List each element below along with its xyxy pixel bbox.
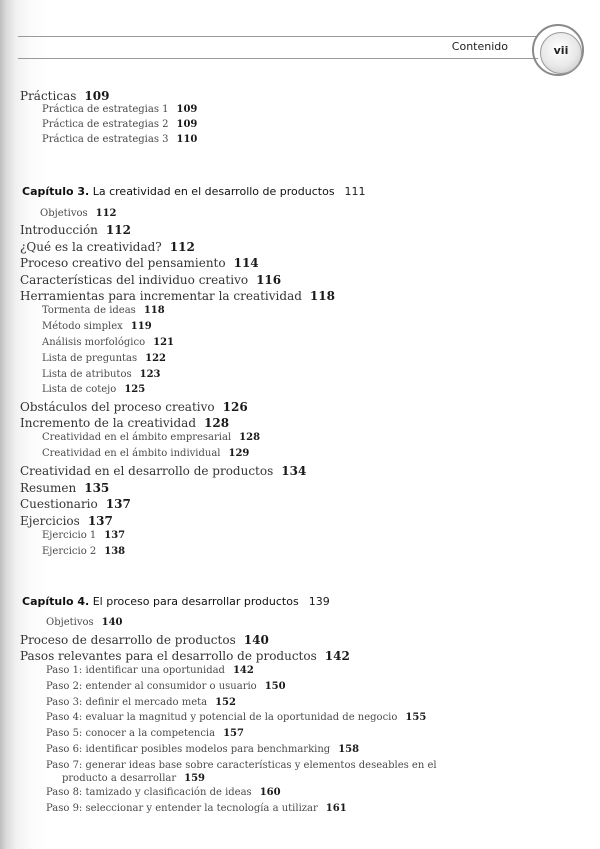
toc-entry-title: Método simplex bbox=[42, 321, 123, 332]
toc-entry-title: Paso 7: generar ideas base sobre características y elementos deseables en el bbox=[46, 760, 437, 771]
toc-page-number: 139 bbox=[308, 595, 330, 608]
toc-entry bbox=[20, 464, 306, 478]
toc-entry-title: Paso 6: identificar posibles modelos para benchmarking bbox=[46, 744, 331, 755]
toc-page-number: 122 bbox=[145, 353, 166, 364]
toc-page-number: 128 bbox=[204, 416, 230, 430]
toc-entry-title: Creatividad en el ámbito empresarial bbox=[42, 432, 232, 443]
toc-entry bbox=[42, 448, 249, 459]
chapter-heading bbox=[22, 185, 366, 198]
toc-entry-title: Obstáculos del proceso creativo bbox=[20, 400, 215, 414]
toc-page-number: 140 bbox=[243, 633, 269, 647]
chapter-heading bbox=[22, 595, 330, 608]
toc-page-number: 161 bbox=[325, 803, 347, 814]
chapter-number: Capítulo 4. bbox=[22, 595, 90, 608]
toc-entry-title: Paso 9: seleccionar y entender la tecnología a utilizar bbox=[46, 803, 318, 814]
toc-entry bbox=[42, 546, 125, 557]
toc-entry-title: Práctica de estrategias 2 bbox=[42, 119, 169, 130]
toc-page-number: 150 bbox=[264, 681, 286, 692]
toc-entry bbox=[20, 649, 350, 663]
toc-entry-title: Práctica de estrategias 3 bbox=[42, 134, 169, 145]
toc-entry bbox=[20, 289, 335, 303]
toc-entry bbox=[42, 384, 145, 395]
toc-entry bbox=[42, 530, 125, 541]
toc-page-number: 135 bbox=[84, 481, 110, 495]
toc-entry bbox=[42, 369, 160, 380]
toc-entry bbox=[20, 273, 281, 287]
toc-entry bbox=[20, 416, 229, 430]
toc-entry bbox=[42, 104, 197, 115]
toc-entry bbox=[42, 432, 260, 443]
toc-entry bbox=[42, 134, 197, 145]
toc-page-number: 116 bbox=[256, 273, 282, 287]
toc-page-number: 125 bbox=[124, 384, 146, 395]
toc-entry-title: Proceso de desarrollo de productos bbox=[20, 633, 236, 647]
toc-entry-title: Prácticas bbox=[20, 89, 77, 103]
toc-entry-title: Paso 1: identificar una oportunidad bbox=[46, 665, 225, 676]
toc-entry-title: Introducción bbox=[20, 223, 98, 237]
toc-entry bbox=[42, 119, 197, 130]
page-number: vii bbox=[553, 44, 569, 57]
toc-page-number: 142 bbox=[324, 649, 350, 663]
toc-entry-title: Lista de cotejo bbox=[42, 384, 117, 395]
toc-entry bbox=[46, 665, 254, 676]
toc-page-number: 134 bbox=[281, 464, 307, 478]
toc-page-number: 138 bbox=[104, 546, 126, 557]
toc-page-number: 114 bbox=[233, 256, 259, 270]
toc-entry-title: Características del individuo creativo bbox=[20, 273, 249, 287]
toc-entry bbox=[46, 617, 123, 628]
toc-page-number: 137 bbox=[87, 514, 113, 528]
toc-entry-title: Lista de atributos bbox=[42, 369, 132, 380]
toc-page-number: 155 bbox=[405, 712, 427, 723]
toc-entry bbox=[42, 337, 174, 348]
toc-entry bbox=[46, 728, 244, 739]
toc-page-number: 111 bbox=[344, 185, 366, 198]
toc-entry bbox=[20, 514, 113, 528]
toc-entry bbox=[40, 208, 117, 219]
toc-entry bbox=[42, 305, 165, 316]
toc-page-number: 159 bbox=[184, 773, 206, 784]
toc-entry bbox=[46, 760, 437, 771]
toc-entry bbox=[20, 89, 109, 103]
toc-entry-title: Pasos relevantes para el desarrollo de productos bbox=[20, 649, 317, 663]
toc-page-number: 118 bbox=[143, 305, 165, 316]
toc-entry bbox=[46, 787, 281, 798]
toc-page-number: 129 bbox=[228, 448, 250, 459]
chapter-number: Capítulo 3. bbox=[22, 185, 90, 198]
toc-entry bbox=[46, 803, 347, 814]
toc-entry-title: Ejercicio 2 bbox=[42, 546, 97, 557]
toc-entry bbox=[20, 400, 248, 414]
toc-page-number: 142 bbox=[232, 665, 254, 676]
chapter-title: La creatividad en el desarrollo de productos bbox=[92, 185, 335, 198]
toc-entry-title: Resumen bbox=[20, 481, 77, 495]
toc-page-number: 128 bbox=[239, 432, 261, 443]
toc-entry-title: Objetivos bbox=[46, 617, 94, 628]
toc-entry-title: Tormenta de ideas bbox=[42, 305, 136, 316]
toc-page-number: 152 bbox=[215, 697, 236, 708]
toc-page-number: 158 bbox=[338, 744, 360, 755]
toc-entry bbox=[42, 353, 166, 364]
toc-entry-title: Cuestionario bbox=[20, 497, 98, 511]
toc-page-number: 160 bbox=[259, 787, 281, 798]
toc-page-number: 112 bbox=[105, 223, 131, 237]
toc-entry bbox=[20, 497, 131, 511]
toc-page-number: 137 bbox=[104, 530, 126, 541]
toc-page-number: 109 bbox=[176, 119, 198, 130]
toc-entry-title: Ejercicio 1 bbox=[42, 530, 97, 541]
toc-page-number: 110 bbox=[176, 134, 198, 145]
toc-entry-title: Proceso creativo del pensamiento bbox=[20, 256, 226, 270]
toc-page-number: 109 bbox=[176, 104, 198, 115]
toc-page-number: 137 bbox=[105, 497, 131, 511]
toc-page-number: 119 bbox=[130, 321, 152, 332]
chapter-title: El proceso para desarrollar productos bbox=[92, 595, 299, 608]
toc-page-number: 126 bbox=[222, 400, 248, 414]
toc-entry-title: Práctica de estrategias 1 bbox=[42, 104, 169, 115]
toc-entry-title: Paso 2: entender al consumidor o usuario bbox=[46, 681, 257, 692]
toc-page-number: 109 bbox=[84, 89, 110, 103]
toc-page-number: 112 bbox=[95, 208, 117, 219]
toc-entry bbox=[20, 481, 109, 495]
toc-page-number: 123 bbox=[139, 369, 161, 380]
toc-entry bbox=[62, 773, 205, 784]
toc-entry bbox=[46, 681, 286, 692]
toc-entry-title: Lista de preguntas bbox=[42, 353, 138, 364]
toc-entry-title: Paso 3: definir el mercado meta bbox=[46, 697, 208, 708]
toc-entry-title: Paso 5: conocer a la competencia bbox=[46, 728, 216, 739]
toc-entry bbox=[20, 240, 195, 254]
toc-page-number: 121 bbox=[153, 337, 174, 348]
toc-entry-title: Objetivos bbox=[40, 208, 88, 219]
toc-entry-title: Paso 4: evaluar la magnitud y potencial de la oportunidad de negocio bbox=[46, 712, 398, 723]
toc-entry-title: Creatividad en el desarrollo de productos bbox=[20, 464, 274, 478]
toc-page-number: 118 bbox=[309, 289, 335, 303]
toc-entry bbox=[46, 697, 236, 708]
toc-entry-title: ¿Qué es la creatividad? bbox=[20, 240, 162, 254]
toc-entry-title: Creatividad en el ámbito individual bbox=[42, 448, 221, 459]
toc-page-number: 140 bbox=[101, 617, 123, 628]
toc-entry bbox=[46, 744, 359, 755]
toc-entry-title: Análisis morfológico bbox=[42, 337, 146, 348]
section-title: Contenido bbox=[451, 40, 508, 53]
toc-entry bbox=[20, 633, 269, 647]
toc-entry bbox=[20, 223, 131, 237]
toc-page-number: 157 bbox=[223, 728, 244, 739]
toc-entry bbox=[20, 256, 259, 270]
toc-page-number: 112 bbox=[169, 240, 195, 254]
toc-entry-title: producto a desarrollar bbox=[62, 773, 177, 784]
toc-entry-title: Ejercicios bbox=[20, 514, 80, 528]
toc-entry-title: Incremento de la creatividad bbox=[20, 416, 197, 430]
toc-entry-title: Herramientas para incrementar la creatividad bbox=[20, 289, 302, 303]
toc-entry bbox=[46, 712, 426, 723]
toc-entry-title: Paso 8: tamizado y clasificación de ideas bbox=[46, 787, 252, 798]
toc-entry bbox=[42, 321, 152, 332]
